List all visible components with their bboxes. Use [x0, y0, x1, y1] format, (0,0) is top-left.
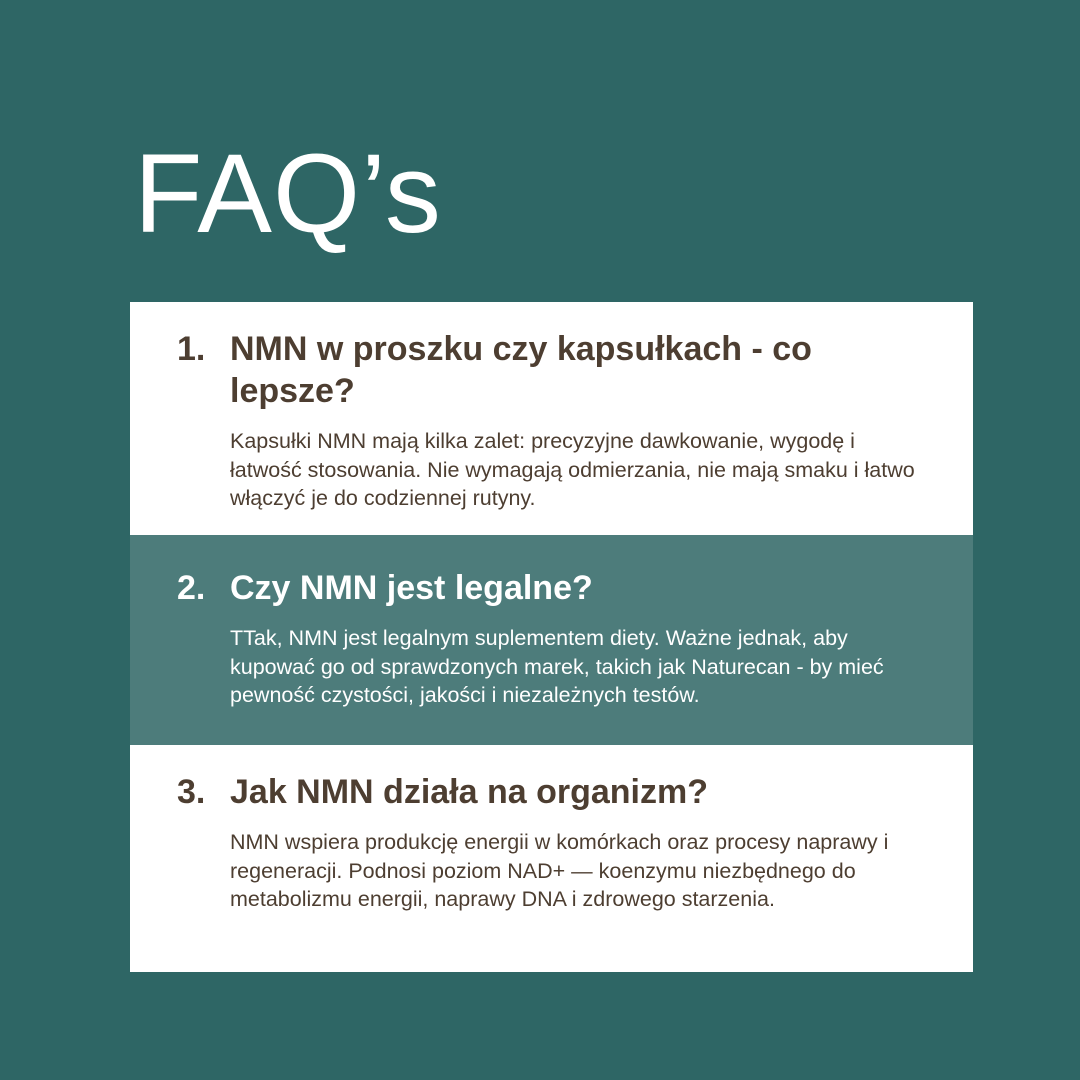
faq-content-2 [230, 567, 921, 710]
faq-content-3 [230, 771, 921, 914]
faq-card-1 [130, 302, 973, 535]
faq-question-3: Jak NMN działa na organizm? [230, 773, 708, 811]
faq-card-3 [130, 745, 973, 972]
faq-number-1: 1. [177, 330, 206, 368]
faq-question-1: NMN w proszku czy kapsułkach - co lepsze? [230, 330, 812, 410]
faq-list [130, 302, 973, 972]
page-title: FAQ’s [134, 131, 442, 256]
faq-card-2 [130, 535, 973, 745]
faq-answer-1: Kapsułki NMN mają kilka zalet: precyzyjne dawkowanie, wygodę i łatwość stosowania. Nie wymagają odmierzania, nie mają smaku i łatwo włączyć je do codziennej rutyny. [230, 429, 915, 510]
faq-answer-2: TTak, NMN jest legalnym suplementem diety. Ważne jednak, aby kupować go od sprawdzonych marek, takich jak Naturecan - by mieć pewność czystości, jakości i niezależnych testów. [230, 626, 884, 707]
faq-number-2: 2. [177, 569, 206, 607]
faq-number-3: 3. [177, 773, 206, 811]
faq-answer-3: NMN wspiera produkcję energii w komórkach oraz procesy naprawy i regeneracji. Podnosi poziom NAD+ — koenzymu niezbędnego do metabolizmu energii, naprawy DNA i zdrowego starzenia. [230, 830, 889, 911]
faq-content-1 [230, 328, 921, 513]
faq-question-2: Czy NMN jest legalne? [230, 569, 593, 607]
